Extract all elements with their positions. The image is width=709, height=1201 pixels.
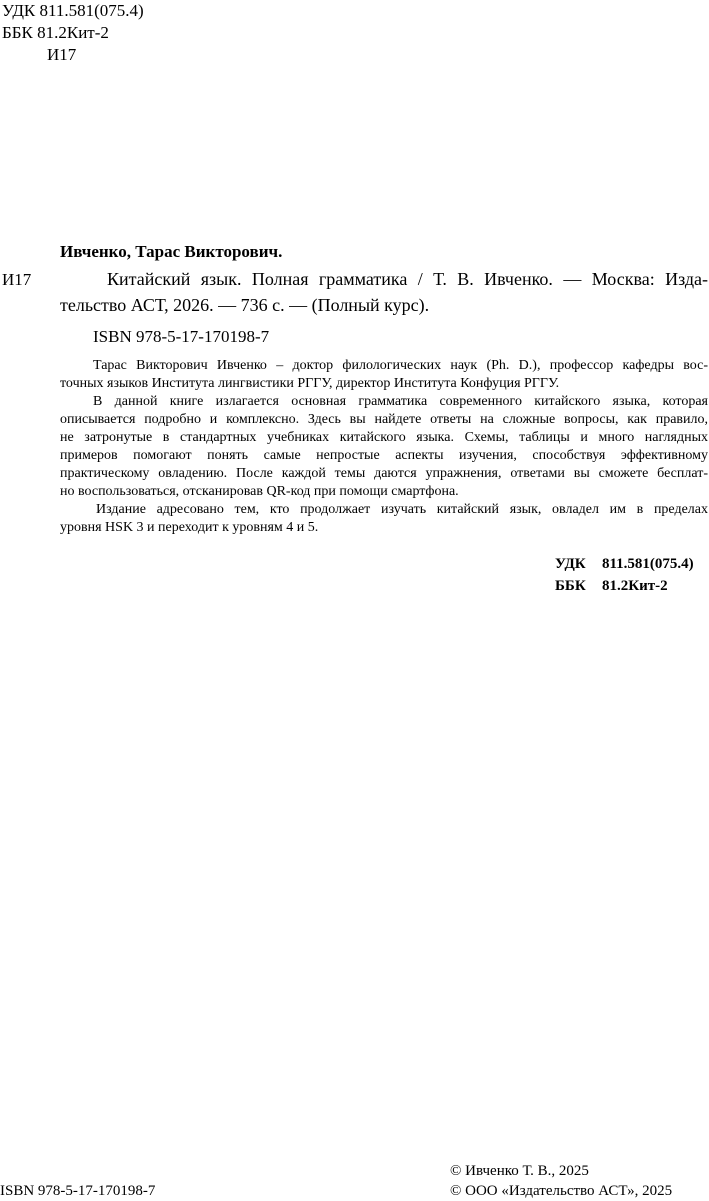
- annotation-line: точных языков Института лингвистики РГГУ, директор Института Конфуция РГГУ.: [60, 376, 560, 391]
- copyright-publisher: © ООО «Издательство АСТ», 2025: [450, 1183, 673, 1199]
- annotation-line: не затронутые в стандартных учебниках китайского языка. Схемы, таблицы и много наглядных: [60, 430, 708, 445]
- annotation-line: описывается подробно и комплексно. Здесь вы найдете ответы на сложные вопросы, как правило,: [60, 412, 708, 427]
- udk-label: УДК: [555, 556, 586, 572]
- description-line: Китайский язык. Полная грамматика / Т. В. Ивченко. — Москва: Изда-: [107, 269, 708, 289]
- bibliographic-description: [60, 266, 708, 318]
- annotation-line: примеров помогают понять самые непростые аспекты изучения, способствуя эффективному: [60, 448, 708, 463]
- annotation-line: Тарас Викторович Ивченко – доктор филологических наук (Ph. D.), профессор кафедры вос-: [93, 358, 708, 373]
- annotation-line: уровня HSK 3 и переходит к уровням 4 и 5.: [60, 520, 319, 535]
- udk-code-top: УДК 811.581(075.4): [2, 1, 144, 20]
- bbk-label: ББК: [555, 578, 586, 594]
- author-heading: Ивченко, Тарас Викторович.: [60, 242, 283, 261]
- classification-codes: [555, 553, 694, 597]
- bbk-code-top: ББК 81.2Кит-2: [2, 23, 109, 42]
- isbn-footer: ISBN 978-5-17-170198-7: [0, 1183, 156, 1199]
- annotation-line: В данной книге излагается основная грамматика современного китайского языка, которая: [93, 394, 708, 409]
- description-line: тельство АСТ, 2026. — 736 с. — (Полный курс).: [60, 295, 430, 315]
- udk-value: 811.581(075.4): [602, 556, 694, 572]
- annotation: [60, 357, 708, 537]
- udk-row: [555, 553, 694, 575]
- author-sign-index: И17: [2, 270, 32, 289]
- author-sign-top: И17: [47, 45, 77, 64]
- isbn-record: ISBN 978-5-17-170198-7: [93, 327, 270, 346]
- copyright-author: © Ивченко Т. В., 2025: [450, 1163, 589, 1179]
- annotation-line: Издание адресовано тем, кто продолжает изучать китайский язык, овладел им в пределах: [96, 502, 708, 517]
- annotation-line: но воспользоваться, отсканировав QR-код при помощи смартфона.: [60, 484, 459, 499]
- annotation-line: практическому овладению. После каждой темы даются упражнения, ответами вы сможете бесплат-: [60, 466, 708, 481]
- bbk-row: [555, 575, 694, 597]
- bbk-value: 81.2Кит-2: [602, 578, 668, 594]
